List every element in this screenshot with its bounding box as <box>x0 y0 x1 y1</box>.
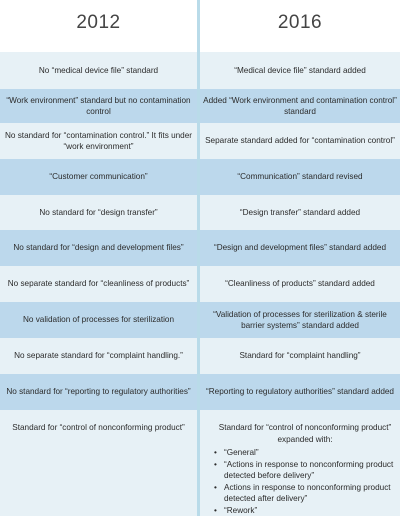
cell-2016: “Validation of processes for sterilization & sterile barrier systems” standard added <box>213 309 387 330</box>
cell-2016: “Cleanliness of products” standard added <box>225 279 375 289</box>
year-2016-header: 2016 <box>277 12 323 33</box>
cell-2012: No standard for “contamination control.” It fits under “work environment” <box>4 130 193 151</box>
table-row <box>0 52 400 89</box>
expanded-bullet-list <box>214 447 396 516</box>
table-row <box>0 230 400 266</box>
table-row <box>0 123 400 159</box>
table-row <box>0 374 400 410</box>
expanded-intro: Standard for “control of nonconforming product” expanded with: <box>218 423 392 444</box>
cell-2012: No standard for “design and development files” <box>13 243 184 253</box>
cell-2012: “Work environment” standard but no contamination control <box>6 95 191 116</box>
table-row <box>0 89 400 123</box>
cell-2012: No separate standard for “complaint handling.” <box>14 351 183 361</box>
cell-2012: Standard for “control of nonconforming product” <box>12 423 185 432</box>
table-row <box>0 302 400 338</box>
cell-2016: Separate standard added for “contamination control” <box>205 136 395 146</box>
cell-2016: “Design and development files” standard added <box>213 243 387 253</box>
list-item: • Actions in response to nonconforming product detected after delivery” <box>214 482 396 505</box>
cell-2012: No standard for “reporting to regulatory authorities” <box>6 387 191 397</box>
column-divider <box>197 0 200 516</box>
list-item: • “General” <box>214 447 396 459</box>
year-2012-header: 2012 <box>76 12 121 33</box>
table-row <box>0 195 400 230</box>
cell-2012: No separate standard for “cleanliness of products” <box>7 279 190 289</box>
cell-2016: “Design transfer” standard added <box>239 207 361 217</box>
header-row <box>0 0 400 52</box>
cell-2016: Standard for “complaint handling” <box>239 351 361 361</box>
table-row <box>0 338 400 374</box>
cell-2012: No validation of processes for sterilization <box>22 315 175 325</box>
cell-2012: No standard for “design transfer” <box>39 207 158 217</box>
cell-2016: Added “Work environment and contamination control” standard <box>203 95 397 116</box>
table-row <box>0 266 400 302</box>
table-row <box>0 159 400 195</box>
list-item: • “Rework” <box>214 505 396 516</box>
cell-2016: “Communication” standard revised <box>237 172 363 182</box>
cell-2012: No “medical device file” standard <box>38 65 159 75</box>
cell-2012: “Customer communication” <box>49 172 148 182</box>
cell-2016 <box>200 410 400 516</box>
table-row <box>0 410 400 516</box>
cell-2016: “Medical device file” standard added <box>234 65 366 75</box>
list-item: • “Actions in response to nonconforming product detected before delivery” <box>214 459 396 482</box>
cell-2016: “Reporting to regulatory authorities” standard added <box>206 387 394 397</box>
